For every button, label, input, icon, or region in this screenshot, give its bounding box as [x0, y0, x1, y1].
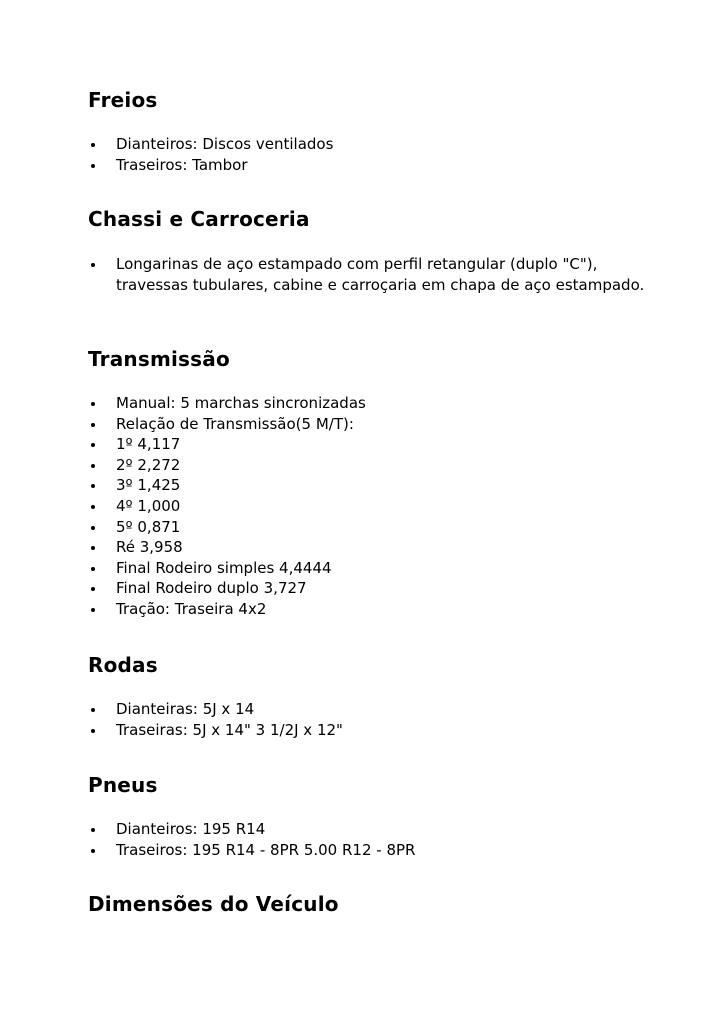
list-item [88, 558, 648, 579]
list-item-text: Ré 3,958 [116, 538, 183, 557]
section-heading: Pneus [88, 773, 158, 797]
list-item-text: Manual: 5 marchas sincronizadas [116, 394, 366, 412]
bullet-list [88, 393, 648, 620]
list-item [88, 840, 648, 861]
bullet-icon [91, 164, 95, 168]
list-item-text: Traseiras: 5J x 14" 3 1/2J x 12" [116, 720, 343, 739]
bullet-icon [91, 143, 95, 147]
list-item [88, 414, 648, 435]
bullet-icon [91, 849, 95, 853]
section-heading: Chassi e Carroceria [88, 207, 310, 231]
section-heading: Freios [88, 88, 158, 112]
bullet-icon [91, 263, 95, 267]
list-item-text: Dianteiros: 195 R14 [116, 820, 266, 838]
list-item-text: 1º 4,117 [116, 435, 181, 454]
list-item [88, 599, 648, 620]
bullet-icon [91, 443, 95, 447]
list-item [88, 393, 648, 414]
list-item-text: Dianteiros: Discos ventilados [116, 135, 334, 153]
list-item [88, 517, 648, 538]
section-freios [88, 88, 648, 175]
bullet-icon [91, 423, 95, 427]
section-heading: Transmissão [88, 347, 230, 371]
list-item [88, 537, 648, 558]
bullet-icon [91, 402, 95, 406]
list-item-text: 4º 1,000 [116, 496, 181, 515]
section-heading: Rodas [88, 653, 158, 677]
section-chassi-carroceria [88, 207, 648, 295]
list-item-text: Relação de Transmissão(5 M/T): [116, 414, 354, 433]
bullet-icon [91, 828, 95, 832]
section-dimensoes-veiculo [88, 892, 648, 916]
bullet-list [88, 254, 648, 295]
bullet-list [88, 134, 648, 175]
section-pneus [88, 773, 648, 860]
list-item-text: 5º 0,871 [116, 517, 181, 536]
list-item-text: Final Rodeiro simples 4,4444 [116, 558, 332, 577]
bullet-icon [91, 567, 95, 571]
section-heading: Dimensões do Veículo [88, 892, 339, 916]
list-item [88, 496, 648, 517]
bullet-icon [91, 526, 95, 530]
bullet-icon [91, 608, 95, 612]
list-item-text: Longarinas de aço estampado com perfil retangular (duplo "C"), travessas tubulares, cabine e carroçaria em chapa de aço estampado. [116, 255, 645, 294]
list-item [88, 819, 648, 840]
list-item-text: 2º 2,272 [116, 455, 181, 474]
bullet-list [88, 699, 648, 740]
list-item [88, 578, 648, 599]
bullet-icon [91, 505, 95, 509]
list-item [88, 434, 648, 455]
bullet-icon [91, 464, 95, 468]
list-item [88, 455, 648, 476]
bullet-icon [91, 484, 95, 488]
section-transmissao [88, 347, 648, 620]
bullet-list [88, 819, 648, 860]
list-item-text: Dianteiras: 5J x 14 [116, 700, 255, 718]
bullet-icon [91, 587, 95, 591]
bullet-icon [91, 729, 95, 733]
list-item [88, 155, 648, 176]
list-item [88, 254, 648, 295]
list-item-text: Traseiros: Tambor [116, 155, 248, 174]
bullet-icon [91, 708, 95, 712]
list-item-text: 3º 1,425 [116, 476, 181, 495]
list-item-text: Traseiros: 195 R14 - 8PR 5.00 R12 - 8PR [116, 840, 416, 859]
section-rodas [88, 653, 648, 740]
list-item [88, 134, 648, 155]
bullet-icon [91, 546, 95, 550]
list-item-text: Tração: Traseira 4x2 [116, 599, 267, 618]
list-item-text: Final Rodeiro duplo 3,727 [116, 579, 307, 598]
list-item [88, 699, 648, 720]
list-item [88, 720, 648, 741]
list-item [88, 475, 648, 496]
